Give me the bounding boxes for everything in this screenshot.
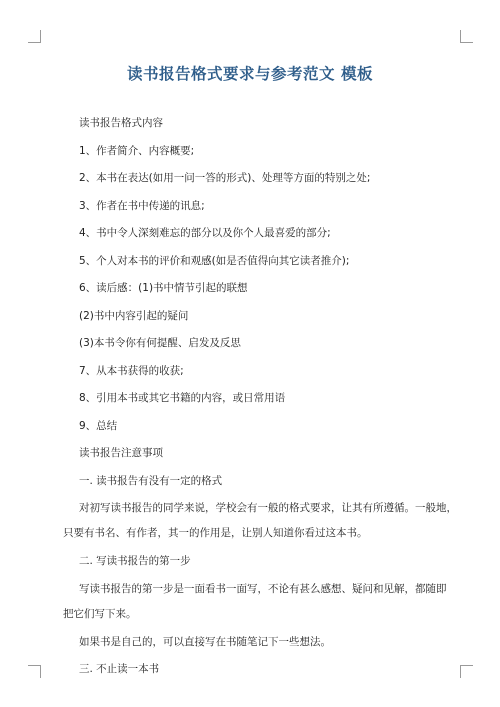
- list-item: 9、总结: [79, 419, 118, 432]
- crop-mark-top-left: [28, 30, 41, 43]
- paragraph-2-line-2: 把它们写下来。: [63, 607, 137, 620]
- list-item: 5、个人对本书的评价和观感(如是否值得向其它读者推介);: [79, 254, 350, 267]
- list-item: 6、读后感：(1)书中情节引起的联想: [79, 282, 248, 294]
- paragraph-2-line-1: 写读书报告的第一步是一面看书一面写，不论有甚么感想、疑问和见解，都随即: [79, 582, 447, 595]
- list-subitem: (3)本书令你有何提醒、启发及反思: [79, 337, 241, 349]
- list-item: 7、从本书获得的收获;: [79, 364, 184, 377]
- paragraph-2: [63, 577, 464, 627]
- paragraph-1-line-1: 对初写读书报告的同学来说，学校会有一般的格式要求，让其有所遵循。一般地，: [79, 502, 457, 514]
- list-item: 8、引用本书或其它书籍的内容，或日常用语: [79, 392, 286, 404]
- subheading-3: 三. 不止读一本书: [79, 663, 160, 675]
- subheading-2: 二. 写读书报告的第一步: [79, 555, 191, 567]
- section-heading-format-content: 读书报告格式内容: [79, 117, 163, 129]
- crop-mark-bottom-left: [28, 665, 41, 678]
- paragraph-1: [63, 496, 464, 546]
- section-heading-notes: 读书报告注意事项: [79, 447, 163, 459]
- crop-mark-top-right: [460, 30, 473, 43]
- list-item: 1、作者简介、内容概要;: [79, 144, 195, 157]
- list-subitem: (2)书中内容引起的疑问: [79, 309, 189, 322]
- paragraph-3: 如果书是自己的，可以直接写在书随笔记下一些想法。: [79, 635, 331, 648]
- list-item: 2、本书在表达(如用一问一答的形式)、处理等方面的特别之处;: [79, 172, 371, 184]
- list-item: 4、书中令人深刻难忘的部分以及你个人最喜爱的部分;: [79, 227, 331, 239]
- document-title: 读书报告格式要求与参考范文 模板: [127, 65, 373, 83]
- list-item: 3、作者在书中传递的讯息;: [79, 199, 205, 212]
- paragraph-1-line-2: 只要有书名、有作者，其一的作用是，让别人知道你看过这本书。: [63, 527, 368, 539]
- document-body: [63, 116, 464, 690]
- subheading-1: 一. 读书报告有没有一定的格式: [79, 474, 223, 487]
